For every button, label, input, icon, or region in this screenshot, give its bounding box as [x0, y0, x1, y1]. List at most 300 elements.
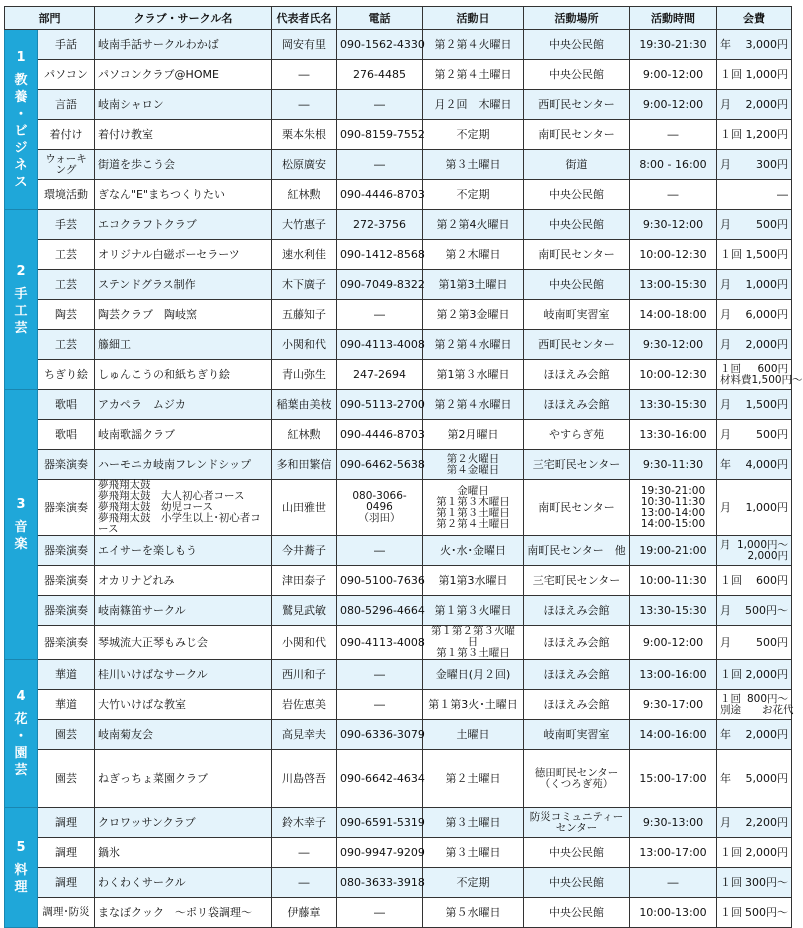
category-number: 1: [16, 49, 26, 65]
fee-cell: [717, 898, 792, 928]
club-name-cell: しゅんこうの和紙ちぎり絵: [95, 360, 272, 390]
subcategory-cell: 調理: [38, 808, 95, 838]
subcategory-cell: 器楽演奏: [38, 480, 95, 536]
representative-cell: 伊藤章: [272, 898, 337, 928]
representative-cell: 青山弥生: [272, 360, 337, 390]
activity-time-cell: ―: [630, 868, 717, 898]
phone-cell: 090-7049-8322: [337, 270, 423, 300]
fee-line: [720, 694, 788, 705]
table-row: [5, 390, 792, 420]
fee-unit: 年: [720, 37, 731, 51]
subcategory-cell: 着付け: [38, 120, 95, 150]
activity-place-cell: 南町民センター: [524, 120, 630, 150]
representative-cell: 山田雅世: [272, 480, 337, 536]
table-row: [5, 868, 792, 898]
activity-day-cell: 火･水･金曜日: [423, 536, 524, 566]
phone-cell: ―: [337, 536, 423, 566]
activity-day-cell: 第１第２第３火曜日 第１第３土曜日: [423, 626, 524, 660]
table-row: [5, 270, 792, 300]
subcategory-cell: 歌唱: [38, 390, 95, 420]
header-row: [5, 7, 792, 30]
representative-cell: 高見幸夫: [272, 720, 337, 750]
fee-line: [720, 309, 788, 321]
fee-amount: 300円～: [745, 875, 788, 889]
fee-stack: [720, 540, 788, 562]
fee-amount: 800円～: [746, 692, 788, 705]
activity-day-cell: 第２木曜日: [423, 240, 524, 270]
phone-cell: 247-2694: [337, 360, 423, 390]
fee-cell: [717, 180, 792, 210]
activity-day-cell: 第２第４土曜日: [423, 60, 524, 90]
subcategory-cell: 華道: [38, 690, 95, 720]
fee-unit: １回: [720, 692, 741, 705]
phone-cell: 090-1562-4330: [337, 30, 423, 60]
club-name-cell: 岐南菊友会: [95, 720, 272, 750]
activity-place-cell: ほほえみ会館: [524, 390, 630, 420]
activity-day-cell: 第２土曜日: [423, 750, 524, 808]
fee-cell: [717, 390, 792, 420]
table-row: [5, 420, 792, 450]
fee-unit: 月: [720, 603, 731, 617]
phone-cell: 090-5100-7636: [337, 566, 423, 596]
fee-amount: 2,000円: [745, 727, 788, 741]
subcategory-cell: 器楽演奏: [38, 596, 95, 626]
representative-cell: 川島啓吾: [272, 750, 337, 808]
fee-cell: [717, 300, 792, 330]
activity-time-cell: ―: [630, 120, 717, 150]
subcategory-cell: 器楽演奏: [38, 626, 95, 660]
activity-day-cell: 第２第４水曜日: [423, 390, 524, 420]
subcategory-cell: ちぎり絵: [38, 360, 95, 390]
fee-unit: 月: [720, 97, 731, 111]
fee-unit: 月: [720, 337, 731, 351]
fee-amount: 1,500円: [745, 247, 788, 261]
table-row: [5, 750, 792, 808]
activity-time-cell: 19:00-21:00: [630, 536, 717, 566]
activity-day-cell: 不定期: [423, 120, 524, 150]
phone-cell: 276-4485: [337, 60, 423, 90]
header-category: 部門: [5, 7, 95, 30]
activity-day-cell: 金曜日(月２回): [423, 660, 524, 690]
category-name: 花 ・ 園 芸: [14, 712, 28, 778]
fee-amount: 1,500円: [745, 397, 788, 411]
phone-cell: 090-1412-8568: [337, 240, 423, 270]
fee-amount: 6,000円: [745, 307, 788, 321]
fee-amount: 500円～: [745, 603, 788, 617]
fee-cell: [717, 626, 792, 660]
club-name-cell: 街道を歩こう会: [95, 150, 272, 180]
activity-place-cell: ほほえみ会館: [524, 360, 630, 390]
fee-cell: [717, 150, 792, 180]
activity-place-cell: 南町民センター 他: [524, 536, 630, 566]
subcategory-cell: 器楽演奏: [38, 450, 95, 480]
phone-cell: 090-6336-3079: [337, 720, 423, 750]
phone-cell: 080-3066-0496 （羽田）: [337, 480, 423, 536]
representative-cell: ―: [272, 60, 337, 90]
fee-cell: [717, 120, 792, 150]
table-row: [5, 566, 792, 596]
club-name-cell: ねぎっちょ菜園クラブ: [95, 750, 272, 808]
table-row: [5, 330, 792, 360]
activity-time-cell: 10:00-13:00: [630, 898, 717, 928]
activity-place-cell: 中央公民館: [524, 898, 630, 928]
activity-day-cell: 第1第３水曜日: [423, 360, 524, 390]
table-row: [5, 120, 792, 150]
header-representative: 代表者氏名: [272, 7, 337, 30]
phone-cell: 080-3633-3918: [337, 868, 423, 898]
fee-cell: [717, 750, 792, 808]
activity-place-cell: ほほえみ会館: [524, 596, 630, 626]
club-name-cell: 籐細工: [95, 330, 272, 360]
category-name: 手 工 芸: [14, 286, 28, 336]
activity-time-cell: 9:00-12:00: [630, 90, 717, 120]
phone-cell: ―: [337, 150, 423, 180]
fee-line: [720, 39, 788, 51]
representative-cell: 稲葉由美枝: [272, 390, 337, 420]
representative-cell: ―: [272, 868, 337, 898]
subcategory-cell: 言語: [38, 90, 95, 120]
fee-line: [720, 459, 788, 471]
activity-time-cell: ―: [630, 180, 717, 210]
activity-time-cell: 19:30-21:30: [630, 30, 717, 60]
activity-day-cell: 第1第3土曜日: [423, 270, 524, 300]
subcategory-cell: 園芸: [38, 750, 95, 808]
representative-cell: 紅林勲: [272, 180, 337, 210]
category-cell: [5, 808, 38, 928]
category-number: 4: [16, 689, 26, 704]
fee-amount: 1,000円: [745, 277, 788, 291]
subcategory-cell: ウォーキング: [38, 150, 95, 180]
fee-cell: [717, 60, 792, 90]
category-name: 音 楽: [14, 520, 28, 552]
club-name-cell: わくわくサークル: [95, 868, 272, 898]
activity-day-cell: 第２第3金曜日: [423, 300, 524, 330]
category-number: 3: [16, 497, 26, 512]
club-name-cell: まなぼクック ～ポリ袋調理～: [95, 898, 272, 928]
club-name-cell: オリジナル白磁ポーセラーツ: [95, 240, 272, 270]
fee-amount: 300円: [756, 157, 788, 171]
fee-unit: １回: [720, 875, 742, 889]
subcategory-cell: 園芸: [38, 720, 95, 750]
club-name-cell: 陶芸クラブ 陶岐窯: [95, 300, 272, 330]
activity-day-cell: 第２第４火曜日: [423, 30, 524, 60]
fee-unit: １回: [720, 362, 741, 375]
fee-amount: 3,000円: [745, 37, 788, 51]
activity-place-cell: 中央公民館: [524, 180, 630, 210]
club-name-cell: 岐南シャロン: [95, 90, 272, 120]
club-name-cell: 大竹いけばな教室: [95, 690, 272, 720]
phone-cell: 090-6642-4634: [337, 750, 423, 808]
fee-cell: [717, 690, 792, 720]
fee-amount: 500円～: [745, 905, 788, 919]
table-row: [5, 60, 792, 90]
table-row: [5, 626, 792, 660]
activity-place-cell: 三宅町民センター: [524, 566, 630, 596]
subcategory-cell: 工芸: [38, 330, 95, 360]
fee-unit: 月: [720, 635, 731, 649]
activity-place-cell: 徳田町民センター （くつろぎ苑）: [524, 750, 630, 808]
subcategory-cell: 調理･防災: [38, 898, 95, 928]
fee-line: [720, 99, 788, 111]
fee-line: [720, 69, 788, 81]
activity-time-cell: 13:00-15:30: [630, 270, 717, 300]
fee-amount: 600円: [757, 362, 788, 375]
fee-line: [720, 907, 788, 919]
fee-cell: [717, 720, 792, 750]
representative-cell: 西川和子: [272, 660, 337, 690]
table-row: [5, 90, 792, 120]
activity-day-cell: 土曜日: [423, 720, 524, 750]
activity-day-cell: 第1第3水曜日: [423, 566, 524, 596]
fee-amount: 2,000円: [745, 337, 788, 351]
activity-place-cell: 防災コミュニティー センター: [524, 808, 630, 838]
header-activity-day: 活動日: [423, 7, 524, 30]
activity-time-cell: 9:30-12:00: [630, 210, 717, 240]
club-name-cell: 岐南歌謡クラブ: [95, 420, 272, 450]
fee-cell: [717, 596, 792, 626]
fee-amount: 500円: [756, 427, 788, 441]
subcategory-cell: 調理: [38, 838, 95, 868]
activity-day-cell: 第２火曜日 第４金曜日: [423, 450, 524, 480]
activity-day-cell: 第１第３火曜日: [423, 596, 524, 626]
fee-stack: [720, 362, 803, 386]
activity-place-cell: 三宅町民センター: [524, 450, 630, 480]
header-phone: 電話: [337, 7, 423, 30]
fee-unit: 月: [720, 217, 731, 231]
table-row: [5, 210, 792, 240]
phone-cell: 272-3756: [337, 210, 423, 240]
fee-cell: [717, 868, 792, 898]
header-activity-place: 活動場所: [524, 7, 630, 30]
representative-cell: 小関和代: [272, 330, 337, 360]
phone-cell: 090-4446-8703: [337, 420, 423, 450]
fee-unit: 月: [720, 277, 731, 291]
representative-cell: 小関和代: [272, 626, 337, 660]
activity-time-cell: 15:00-17:00: [630, 750, 717, 808]
activity-time-cell: 8:00 - 16:00: [630, 150, 717, 180]
fee-line: [720, 575, 788, 587]
fee-unit: 月: [720, 538, 731, 551]
fee-line: [720, 540, 788, 562]
fee-cell: [717, 330, 792, 360]
fee-line: [720, 279, 788, 291]
activity-place-cell: 中央公民館: [524, 210, 630, 240]
fee-unit: 月: [720, 427, 731, 441]
activity-place-cell: 西町民センター: [524, 90, 630, 120]
fee-extra: 材料費1,500円～: [720, 373, 803, 386]
fee-line: [720, 773, 788, 785]
club-name-cell: ハーモニカ岐南フレンドシップ: [95, 450, 272, 480]
table-row: [5, 808, 792, 838]
fee-line: [720, 605, 788, 617]
representative-cell: ―: [272, 838, 337, 868]
fee-amount: ―: [777, 187, 788, 201]
category-name: 料 理: [14, 863, 28, 895]
table-row: [5, 150, 792, 180]
fee-unit: 月: [720, 815, 731, 829]
club-name-cell: 着付け教室: [95, 120, 272, 150]
representative-cell: 岩佐恵美: [272, 690, 337, 720]
activity-time-cell: 9:30-17:00: [630, 690, 717, 720]
fee-cell: [717, 240, 792, 270]
activity-time-cell: 10:00-11:30: [630, 566, 717, 596]
subcategory-cell: 工芸: [38, 240, 95, 270]
fee-cell: [717, 450, 792, 480]
fee-amount: 1,000円: [745, 67, 788, 81]
fee-line: [720, 339, 788, 351]
fee-amount: 2,000円: [745, 667, 788, 681]
fee-unit: １回: [720, 573, 742, 587]
activity-day-cell: 不定期: [423, 180, 524, 210]
fee-unit: １回: [720, 67, 742, 81]
representative-cell: 鷲見武敏: [272, 596, 337, 626]
fee-line: [720, 877, 788, 889]
table-row: [5, 450, 792, 480]
table-row: [5, 30, 792, 60]
fee-line: [720, 817, 788, 829]
table-row: [5, 596, 792, 626]
activity-place-cell: ほほえみ会館: [524, 690, 630, 720]
activity-place-cell: 西町民センター: [524, 330, 630, 360]
fee-cell: [717, 808, 792, 838]
representative-cell: 鈴木幸子: [272, 808, 337, 838]
table-row: [5, 300, 792, 330]
fee-line: [720, 669, 788, 681]
representative-cell: 松原廣安: [272, 150, 337, 180]
fee-unit: １回: [720, 845, 742, 859]
fee-unit: １回: [720, 667, 742, 681]
fee-amount: 4,000円: [745, 457, 788, 471]
fee-cell: [717, 566, 792, 596]
table-row: [5, 690, 792, 720]
fee-unit: 年: [720, 727, 731, 741]
subcategory-cell: パソコン: [38, 60, 95, 90]
fee-unit: 月: [720, 307, 731, 321]
activity-day-cell: 第３土曜日: [423, 808, 524, 838]
activity-place-cell: ほほえみ会館: [524, 626, 630, 660]
club-name-cell: 琴城流大正琴もみじ会: [95, 626, 272, 660]
table-row: [5, 240, 792, 270]
category-cell: [5, 660, 38, 808]
table-row: [5, 720, 792, 750]
activity-time-cell: 14:00-16:00: [630, 720, 717, 750]
representative-cell: 多和田繁信: [272, 450, 337, 480]
activity-day-cell: 第２第４水曜日: [423, 330, 524, 360]
club-name-cell: ステンドグラス制作: [95, 270, 272, 300]
fee-unit: １回: [720, 127, 742, 141]
representative-cell: 木下廣子: [272, 270, 337, 300]
category-number: 2: [16, 263, 26, 279]
activity-place-cell: 中央公民館: [524, 868, 630, 898]
activity-place-cell: 中央公民館: [524, 60, 630, 90]
activity-place-cell: 街道: [524, 150, 630, 180]
activity-day-cell: 第３土曜日: [423, 150, 524, 180]
phone-cell: 090-4113-4008: [337, 626, 423, 660]
phone-cell: 090-6462-5638: [337, 450, 423, 480]
representative-cell: ―: [272, 90, 337, 120]
fee-cell: [717, 536, 792, 566]
activity-place-cell: 中央公民館: [524, 838, 630, 868]
category-cell: [5, 390, 38, 660]
activity-time-cell: 9:30-12:00: [630, 330, 717, 360]
activity-day-cell: 不定期: [423, 868, 524, 898]
club-name-cell: 桂川いけばなサークル: [95, 660, 272, 690]
activity-place-cell: ほほえみ会館: [524, 660, 630, 690]
club-name-cell: エコクラフトクラブ: [95, 210, 272, 240]
club-name-cell: クロワッサンクラブ: [95, 808, 272, 838]
subcategory-cell: 器楽演奏: [38, 536, 95, 566]
activity-time-cell: 13:30-15:30: [630, 390, 717, 420]
phone-cell: ―: [337, 898, 423, 928]
activity-day-cell: 第２第4火曜日: [423, 210, 524, 240]
phone-cell: ―: [337, 300, 423, 330]
fee-line: [720, 502, 788, 514]
activity-time-cell: 9:00-12:00: [630, 60, 717, 90]
table-row: [5, 898, 792, 928]
activity-time-cell: 10:00-12:30: [630, 360, 717, 390]
club-name-cell: オカリナどれみ: [95, 566, 272, 596]
phone-cell: ―: [337, 690, 423, 720]
activity-time-cell: 9:30-13:00: [630, 808, 717, 838]
phone-cell: ―: [337, 660, 423, 690]
fee-amount: 1,200円: [745, 127, 788, 141]
activity-time-cell: 13:00-17:00: [630, 838, 717, 868]
subcategory-cell: 陶芸: [38, 300, 95, 330]
fee-unit: １回: [720, 905, 742, 919]
phone-cell: 090-5113-2700: [337, 390, 423, 420]
activity-place-cell: 中央公民館: [524, 30, 630, 60]
fee-line: [720, 249, 788, 261]
activity-time-cell: 13:00-16:00: [630, 660, 717, 690]
fee-line: [720, 637, 788, 649]
subcategory-cell: 手芸: [38, 210, 95, 240]
fee-amount: 1,000円: [745, 500, 788, 514]
representative-cell: 速水利佳: [272, 240, 337, 270]
phone-cell: 080-5296-4664: [337, 596, 423, 626]
table-row: [5, 180, 792, 210]
club-name-cell: 鍋氷: [95, 838, 272, 868]
activity-day-cell: 第１第3火･土曜日: [423, 690, 524, 720]
fee-line: [720, 219, 788, 231]
fee-cell: [717, 660, 792, 690]
activity-day-cell: 第2月曜日: [423, 420, 524, 450]
fee-line: [720, 429, 788, 441]
table-row: [5, 360, 792, 390]
subcategory-cell: 工芸: [38, 270, 95, 300]
activity-time-cell: 10:00-12:30: [630, 240, 717, 270]
table-row: [5, 660, 792, 690]
fee-amount: 1,000円～ 2,000円: [736, 538, 788, 562]
representative-cell: 五藤知子: [272, 300, 337, 330]
club-name-cell: 岐南手話サークルわかば: [95, 30, 272, 60]
fee-amount: 2,000円: [745, 97, 788, 111]
fee-amount: 500円: [756, 217, 788, 231]
category-name: 教 養 ・ ビ ジ ネ ス: [14, 72, 28, 190]
activity-time-cell: 13:30-15:30: [630, 596, 717, 626]
header-activity-time: 活動時間: [630, 7, 717, 30]
fee-unit: 年: [720, 771, 731, 785]
fee-extra: 別途 お花代: [720, 703, 794, 716]
fee-cell: [717, 30, 792, 60]
representative-cell: 栗本朱根: [272, 120, 337, 150]
phone-cell: ―: [337, 90, 423, 120]
table-row: [5, 480, 792, 536]
activity-day-cell: 第５水曜日: [423, 898, 524, 928]
fee-unit: 年: [720, 457, 731, 471]
fee-cell: [717, 210, 792, 240]
fee-amount: 5,000円: [745, 771, 788, 785]
fee-cell: [717, 270, 792, 300]
